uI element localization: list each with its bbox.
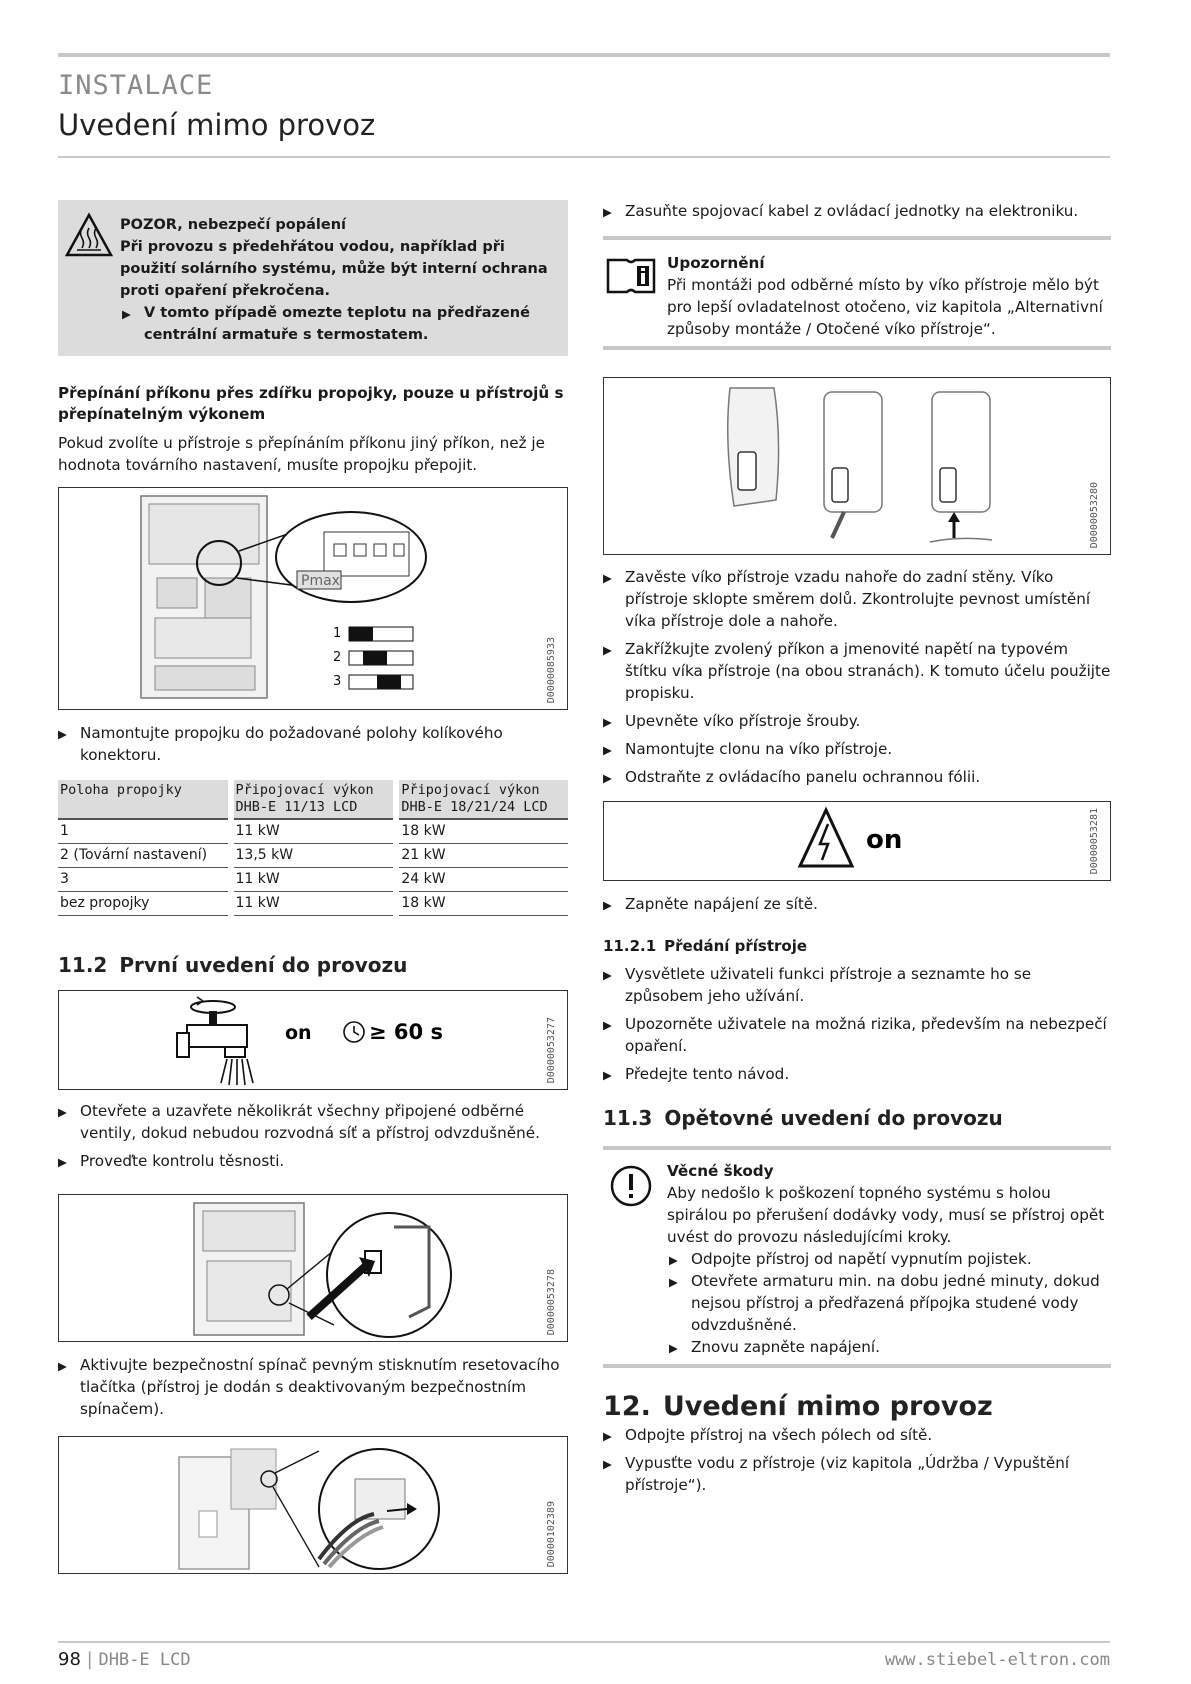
figure-code: D0000053280 — [1089, 481, 1100, 548]
figure-faucet — [58, 990, 568, 1090]
switch-text: Pokud zvolíte u přístroje s přepínáním příkonu jiný příkon, než je hodnota továrního nastavení, musíte propojku přepojit. — [58, 434, 545, 474]
step-item: ▶ Namontujte clonu na víko přístroje. — [603, 738, 1111, 760]
timer-icon — [344, 1022, 364, 1042]
step-item: ▶ Upozorněte uživatele na možná rizika, především na nebezpečí opaření. — [603, 1013, 1111, 1057]
step-item: ▶ Zavěste víko přístroje vzadu nahoře do zadní stěny. Víko přístroje sklopte směrem dolů. Zkontrolujte pevnost umístění víka přístroje dole a nahoře. — [603, 566, 1111, 632]
position-2-label: 2 — [333, 650, 342, 665]
table-header: Poloha propojky — [58, 780, 231, 819]
figure-code: D0000053277 — [546, 1016, 557, 1083]
cover-diagram — [704, 380, 1124, 554]
faucet-icon — [177, 997, 253, 1085]
time-label: ≥ 60 s — [369, 1020, 443, 1044]
figure-code: D0000053278 — [546, 1268, 557, 1335]
hot-surface-warning-icon — [64, 212, 114, 258]
figure-cable — [58, 1436, 568, 1574]
step-power: ▶ Zapněte napájení ze sítě. — [603, 893, 1111, 915]
damage-step: ▶ Otevřete armaturu min. na dobu jedné minuty, dokud nejsou přístroj a předřazená přípojka studené vody odvzdušněné. — [669, 1270, 1111, 1336]
figure-power-on — [603, 801, 1111, 881]
power-on-diagram — [796, 806, 936, 876]
table-row: 2 (Tovární nastavení) 13,5 kW 21 kW — [58, 844, 568, 868]
top-rule — [58, 53, 1110, 57]
figure-code: D0000102389 — [546, 1500, 557, 1567]
step-jumper — [58, 722, 568, 766]
note-title: Upozornění — [667, 254, 765, 272]
step-item: ▶ Upevněte víko přístroje šrouby. — [603, 710, 1111, 732]
warning-action-text: V tomto případě omezte teplotu na předřazené centrální armatuře s termostatem. — [144, 305, 530, 343]
info-book-icon — [605, 254, 657, 296]
step-item: ▶ Zakřížkujte zvolený příkon a jmenovité napětí na typovém štítku víka přístroje (na obou stranách). K tomuto účelu použijte propisku. — [603, 638, 1111, 704]
jumper-diagram — [59, 488, 559, 708]
section-11-2-heading: 11.2 První uvedení do provozu — [58, 953, 408, 977]
footer-separator: | — [86, 1649, 93, 1670]
damage-step: ▶ Znovu zapněte napájení. — [669, 1336, 1111, 1358]
pmax-label: Pmax — [301, 573, 340, 589]
faucet-on-label: on — [285, 1022, 312, 1044]
note-box — [603, 236, 1111, 350]
warning-action — [122, 302, 554, 346]
reset-diagram — [119, 1197, 539, 1341]
table-row: 1 11 kW 18 kW — [58, 819, 568, 844]
cable-diagram — [169, 1439, 589, 1573]
section-11-3-heading: 11.3 Opětovné uvedení do provozu — [603, 1106, 1003, 1130]
warning-box — [58, 200, 568, 356]
faucet-diagram — [169, 993, 469, 1089]
electrical-hazard-icon — [800, 810, 852, 866]
left-column — [58, 200, 568, 1574]
step-item: ▶ Odpojte přístroj na všech pólech od sítě. — [603, 1424, 1111, 1446]
position-3-label: 3 — [333, 674, 342, 689]
table-header: Připojovací výkon DHB-E 11/13 LCD — [231, 780, 397, 819]
step-item: ▶ Předejte tento návod. — [603, 1063, 1111, 1085]
product-name: DHB-E LCD — [98, 1650, 191, 1670]
figure-code: D0000085933 — [546, 636, 557, 703]
page-title: Uvedení mimo provoz — [58, 108, 376, 142]
steps-handover — [603, 963, 1111, 1085]
header-rule — [58, 156, 1110, 158]
footer-url[interactable]: www.stiebel-eltron.com — [884, 1650, 1110, 1670]
figure-cover — [603, 377, 1111, 555]
figure-code: D0000053281 — [1089, 807, 1100, 874]
damage-box — [603, 1146, 1111, 1368]
table-row: bez propojky 11 kW 18 kW — [58, 892, 568, 916]
step-item: ▶ Proveďte kontrolu těsnosti. — [58, 1150, 568, 1172]
right-column — [603, 200, 1111, 1502]
steps-12 — [603, 1424, 1111, 1496]
step-item: ▶ Vypusťte vodu z přístroje (viz kapitola „Údržba / Vypuštění přístroje“). — [603, 1452, 1111, 1496]
section-kicker: INSTALACE — [58, 70, 214, 101]
step-jumper-text: Namontujte propojku do požadované polohy kolíkového konektoru. — [80, 724, 503, 764]
damage-text: Aby nedošlo k poškození topného systému s holou spirálou po přerušení dodávky vody, musí se přístroj opět uvést do provozu následujícími kroky. — [667, 1184, 1105, 1246]
table-header: Připojovací výkon DHB-E 18/21/24 LCD — [396, 780, 568, 819]
damage-title: Věcné škody — [667, 1162, 774, 1180]
position-1-label: 1 — [333, 626, 342, 641]
footer-left — [58, 1649, 191, 1670]
page-number: 98 — [58, 1649, 81, 1670]
steps-11-2 — [58, 1100, 568, 1172]
damage-step: ▶ Odpojte přístroj od napětí vypnutím pojistek. — [669, 1248, 1111, 1270]
caution-icon — [609, 1164, 653, 1208]
step-reset: ▶ Aktivujte bezpečnostní spínač pevným stisknutím resetovacího tlačítka (přístroj je dodán s deaktivovaným bezpečnostním spínačem). — [58, 1354, 568, 1420]
section-12-heading: 12. Uvedení mimo provoz — [603, 1391, 993, 1422]
figure-reset — [58, 1194, 568, 1342]
step-item: ▶ Vysvětlete uživateli funkci přístroje a seznamte ho se způsobem jeho užívání. — [603, 963, 1111, 1007]
subsection-11-2-1-heading: 11.2.1 Předání přístroje — [603, 937, 808, 955]
step-item: ▶ Otevřete a uzavřete několikrát všechny připojené odběrné ventily, dokud nebudou rozvodná síť a přístroj odvzdušněné. — [58, 1100, 568, 1144]
warning-title: POZOR, nebezpečí popálení — [120, 217, 347, 233]
footer-rule — [58, 1641, 1110, 1643]
power-on-label: on — [866, 825, 903, 855]
figure-jumper — [58, 487, 568, 710]
steps-cover — [603, 566, 1111, 788]
step-item: ▶ Odstraňte z ovládacího panelu ochrannou fólii. — [603, 766, 1111, 788]
table-row: 3 11 kW 24 kW — [58, 868, 568, 892]
power-table — [58, 780, 568, 916]
note-text: Při montáži pod odběrné místo by víko přístroje mělo být pro lepší ovladatelnost otočeno, viz kapitola „Alternativní způsoby montáže / Otočené víko přístroje“. — [667, 276, 1103, 338]
step-cable: ▶ Zasuňte spojovací kabel z ovládací jednotky na elektroniku. — [603, 200, 1111, 222]
warning-text: Při provozu s předehřátou vodou, například při použití solárního systému, může být interní ochrana proti opaření překročena. — [120, 239, 548, 299]
switch-heading: Přepínání příkonu přes zdířku propojky, pouze u přístrojů s přepínatelným výkonem — [58, 384, 564, 423]
